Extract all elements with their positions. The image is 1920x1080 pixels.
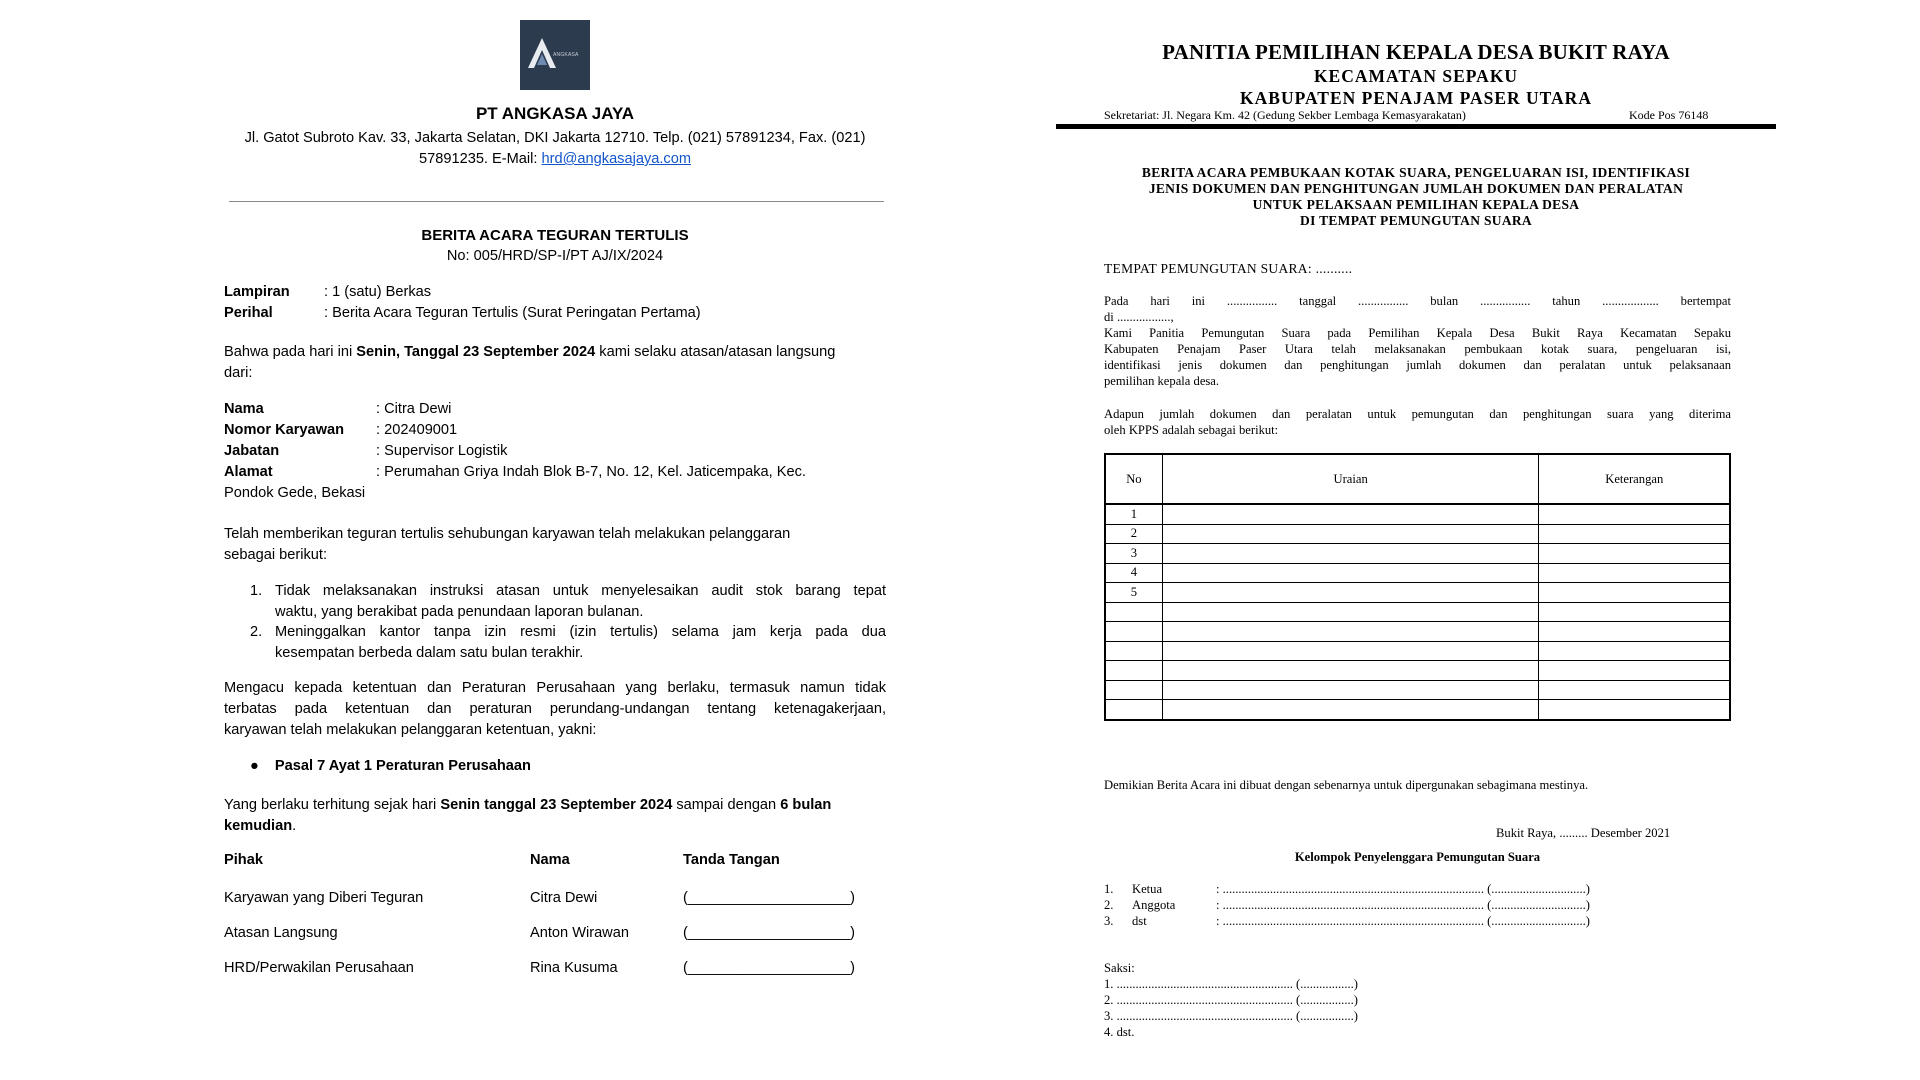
- violation-line-1: Tidak melaksanakan instruksi atasan untuk menyelesaikan audit stok barang tepat: [275, 583, 886, 599]
- lampiran-value: : 1 (satu) Berkas: [324, 284, 432, 300]
- cell-uraian: [1162, 680, 1539, 700]
- intro-date: Senin, Tanggal 23 September 2024: [356, 344, 596, 360]
- committee-header: PANITIA PEMILIHAN KEPALA DESA BUKIT RAYA: [1162, 40, 1670, 64]
- violation-intro-line-2: sebagai berikut:: [224, 547, 328, 563]
- violation-num: 2.: [250, 624, 263, 640]
- emp-label-alamat: Alamat: [224, 464, 273, 480]
- title-line: UNTUK PELAKSAAN PEMILIHAN KEPALA DESA: [1252, 197, 1580, 212]
- member-line: : ................................................................................... (..............................): [1216, 882, 1590, 896]
- postcode: Kode Pos 76148: [1629, 108, 1709, 122]
- document-number: No: 005/HRD/SP-I/PT AJ/IX/2024: [446, 248, 664, 264]
- violation-item-1: [250, 581, 886, 623]
- table-row: [1105, 602, 1730, 622]
- header-keterangan: Keterangan: [1539, 454, 1730, 504]
- minutes-title: [1076, 165, 1756, 229]
- table-header-row: [1105, 454, 1730, 504]
- validity-period: .: [292, 818, 297, 834]
- cell-keterangan: [1539, 524, 1730, 544]
- emp-label-nomor: Nomor Karyawan: [224, 422, 345, 438]
- member-num: 3.: [1104, 914, 1114, 928]
- table-row: [1105, 524, 1730, 544]
- header-nama: Nama: [530, 852, 570, 868]
- violation-line-2: kesempatan berbeda dalam satu bulan terakhir.: [275, 645, 584, 661]
- para2-line: Adapun jumlah dokumen dan peralatan untuk pemungutan dan penghitungan suara yang diterima: [1104, 407, 1731, 421]
- para1-line: Kami Panitia Pemungutan Suara pada Pemilihan Kepala Desa Bukit Raya Kecamatan Sepaku: [1104, 326, 1731, 340]
- witness-label: Saksi:: [1104, 961, 1135, 975]
- validity-duration: 6 bulan: [780, 797, 832, 813]
- cell-uraian: [1162, 602, 1539, 622]
- header-ttd: Tanda Tangan: [683, 852, 780, 868]
- cell-keterangan: [1539, 602, 1730, 622]
- documents-table: [1104, 453, 1731, 721]
- title-line: BERITA ACARA PEMBUKAAN KOTAK SUARA, PENGELUARAN ISI, IDENTIFIKASI: [1141, 165, 1691, 180]
- cell-uraian: [1162, 504, 1539, 524]
- date-line: Pada hari ini ................ tanggal ................ bulan ................ tahun .................. bertempat: [1104, 294, 1731, 308]
- emp-value-jabatan: : Supervisor Logistik: [376, 443, 508, 459]
- subdistrict-header: KECAMATAN SEPAKU: [1313, 66, 1519, 86]
- table-row: [1105, 504, 1730, 524]
- para1-line: Kabupaten Penajam Paser Utara telah melaksanakan pembukaan kotak suara, pengeluaran isi,: [1104, 342, 1731, 356]
- perihal-label: Perihal: [224, 305, 273, 321]
- logo-text: ANGKASA: [553, 52, 579, 58]
- intro-line-2: dari:: [224, 365, 253, 381]
- cell-uraian: [1162, 622, 1539, 642]
- member-row-2: [1104, 898, 1590, 913]
- cell-no: 2: [1105, 524, 1162, 544]
- place-date: Bukit Raya, ......... Desember 2021: [1496, 826, 1671, 840]
- title-line: DI TEMPAT PEMUNGUTAN SUARA: [1300, 213, 1532, 228]
- email-link[interactable]: hrd@angkasajaya.com: [541, 151, 691, 167]
- member-role: Anggota: [1132, 898, 1176, 912]
- regulation-bullet: [250, 758, 531, 774]
- cell-keterangan: [1539, 544, 1730, 564]
- table-row: [1105, 583, 1730, 603]
- validity-date: Senin tanggal 23 September 2024: [440, 797, 673, 813]
- member-line: : ................................................................................... (..............................): [1216, 914, 1590, 928]
- header-uraian: Uraian: [1162, 454, 1539, 504]
- address-line-1: Jl. Gatot Subroto Kav. 33, Jakarta Selatan, DKI Jakarta 12710. Telp. (021) 57891234, Fax. (021): [244, 130, 866, 146]
- cell-keterangan: [1539, 583, 1730, 603]
- table-row: [1105, 680, 1730, 700]
- intro-paragraph: [224, 342, 886, 384]
- member-line: : ................................................................................... (..............................): [1216, 898, 1590, 912]
- emp-alamat-line-2: Pondok Gede, Bekasi: [224, 485, 366, 501]
- cell-uraian: [1162, 524, 1539, 544]
- document-title: BERITA ACARA TEGURAN TERTULIS: [421, 227, 689, 244]
- company-address: [224, 128, 886, 170]
- committee-group-title: Kelompok Penyelenggara Pemungutan Suara: [1294, 850, 1541, 864]
- table-row: [1105, 661, 1730, 681]
- sig-line: (____________________): [683, 925, 856, 941]
- member-role: Ketua: [1132, 882, 1163, 896]
- cell-no: 3: [1105, 544, 1162, 564]
- intro-text-end: kami selaku atasan/atasan langsung: [595, 344, 836, 360]
- emp-value-nama: : Citra Dewi: [376, 401, 452, 417]
- cell-uraian: [1162, 563, 1539, 583]
- validity-paragraph: [224, 795, 886, 837]
- table-row: [1105, 544, 1730, 564]
- para2-line: oleh KPPS adalah sebagai berikut:: [1104, 423, 1279, 437]
- company-logo: [520, 20, 590, 90]
- regulation-text: Pasal 7 Ayat 1 Peraturan Perusahaan: [274, 758, 531, 774]
- member-num: 2.: [1104, 898, 1114, 912]
- logo-mark-icon: [528, 38, 556, 68]
- violation-item-2: [250, 622, 886, 664]
- cell-no: [1105, 641, 1162, 661]
- header-divider: [229, 201, 884, 202]
- address-line-2: [224, 149, 886, 170]
- violation-text: [275, 581, 886, 623]
- sig-nama: Rina Kusuma: [530, 960, 618, 976]
- table-row: [1105, 641, 1730, 661]
- header-pihak: Pihak: [224, 852, 263, 868]
- sig-nama: Anton Wirawan: [530, 925, 629, 941]
- witness-line: 3. ........................................................ (.................): [1104, 1009, 1358, 1023]
- violation-intro-line-1: Telah memberikan teguran tertulis sehubungan karyawan telah melakukan pelanggaran: [224, 526, 791, 542]
- sig-line: (____________________): [683, 890, 856, 906]
- cell-keterangan: [1539, 622, 1730, 642]
- perihal-value: : Berita Acara Teguran Tertulis (Surat Peringatan Pertama): [324, 305, 701, 321]
- violation-line-2: waktu, yang berakibat pada penundaan laporan bulanan.: [275, 604, 644, 620]
- cell-keterangan: [1539, 504, 1730, 524]
- cell-no: [1105, 661, 1162, 681]
- emp-label-nama: Nama: [224, 401, 264, 417]
- date-paragraph: [1104, 293, 1731, 389]
- violation-line-1: Meninggalkan kantor tanpa izin resmi (izin tertulis) selama jam kerja pada dua: [275, 624, 886, 640]
- cell-uraian: [1162, 544, 1539, 564]
- validity-duration-end: kemudian: [224, 818, 293, 834]
- cell-keterangan: [1539, 700, 1730, 720]
- witnesses: [1104, 960, 1358, 1040]
- secretariat-address: Sekretariat: Jl. Negara Km. 42 (Gedung Sekber Lembaga Kemasyarakatan): [1104, 108, 1466, 122]
- cell-uraian: [1162, 661, 1539, 681]
- reference-line-2: terbatas pada ketentuan dan peraturan perundang-undangan tentang ketenagakerjaan,: [224, 701, 886, 717]
- cell-keterangan: [1539, 641, 1730, 661]
- address-prefix: 57891235. E-Mail:: [419, 151, 542, 167]
- cell-uraian: [1162, 641, 1539, 661]
- cell-no: [1105, 602, 1162, 622]
- company-name: PT ANGKASA JAYA: [475, 104, 635, 123]
- place-line: di .................,: [1104, 310, 1174, 324]
- cell-keterangan: [1539, 680, 1730, 700]
- member-row-1: [1104, 882, 1590, 897]
- member-role: dst: [1132, 914, 1147, 928]
- para1-line: identifikasi jenis dokumen dan penghitungan jumlah dokumen dan peralatan untuk pelaksanaan: [1104, 358, 1731, 372]
- cell-keterangan: [1539, 563, 1730, 583]
- violation-text: [275, 622, 886, 664]
- title-line: JENIS DOKUMEN DAN PENGHITUNGAN JUMLAH DOKUMEN DAN PERALATAN: [1148, 181, 1684, 196]
- sig-line: (____________________): [683, 960, 856, 976]
- cell-keterangan: [1539, 661, 1730, 681]
- emp-value-nomor: : 202409001: [376, 422, 458, 438]
- header-no: No: [1105, 454, 1162, 504]
- cell-no: [1105, 680, 1162, 700]
- member-num: 1.: [1104, 882, 1114, 896]
- cell-uraian: [1162, 700, 1539, 720]
- violation-intro: [224, 524, 886, 566]
- witness-line: 2. ........................................................ (.................): [1104, 993, 1358, 1007]
- reference-line-1: Mengacu kepada ketentuan dan Peraturan Perusahaan yang berlaku, termasuk namun tidak: [224, 680, 886, 696]
- sig-pihak: HRD/Perwakilan Perusahaan: [224, 960, 414, 976]
- bullet-icon: ●: [250, 758, 259, 774]
- para1-line: pemilihan kepala desa.: [1104, 374, 1220, 388]
- emp-value-alamat: : Perumahan Griya Indah Blok B-7, No. 12, Kel. Jaticempaka, Kec.: [376, 464, 806, 480]
- member-row-3: [1104, 914, 1590, 929]
- reference-line-3: karyawan telah melakukan pelanggaran ketentuan, yakni:: [224, 722, 597, 738]
- documents-paragraph: [1104, 406, 1731, 438]
- witness-line: 4. dst.: [1104, 1025, 1135, 1039]
- sig-pihak: Karyawan yang Diberi Teguran: [224, 890, 424, 906]
- table-row: [1105, 700, 1730, 720]
- table-row: [1105, 563, 1730, 583]
- cell-no: 4: [1105, 563, 1162, 583]
- cell-no: [1105, 622, 1162, 642]
- header-rule: [1056, 124, 1776, 129]
- table-row: [1105, 622, 1730, 642]
- regency-header: KABUPATEN PENAJAM PASER UTARA: [1240, 88, 1592, 108]
- cell-no: 5: [1105, 583, 1162, 603]
- emp-label-jabatan: Jabatan: [224, 443, 280, 459]
- table-body: [1105, 504, 1730, 720]
- cell-no: 1: [1105, 504, 1162, 524]
- violation-num: 1.: [250, 583, 263, 599]
- sig-pihak: Atasan Langsung: [224, 925, 338, 941]
- polling-station: TEMPAT PEMUNGUTAN SUARA: ..........: [1104, 261, 1353, 276]
- sig-nama: Citra Dewi: [530, 890, 598, 906]
- validity-mid: sampai dengan: [672, 797, 781, 813]
- cell-uraian: [1162, 583, 1539, 603]
- lampiran-label: Lampiran: [224, 284, 290, 300]
- closing-statement: Demikian Berita Acara ini dibuat dengan sebenarnya untuk dipergunakan sebagimana mestinya.: [1104, 778, 1589, 792]
- reference-paragraph: [224, 678, 886, 741]
- cell-no: [1105, 700, 1162, 720]
- witness-line: 1. ........................................................ (.................): [1104, 977, 1358, 991]
- intro-text: Bahwa pada hari ini: [224, 344, 357, 360]
- validity-text: Yang berlaku terhitung sejak hari: [224, 797, 441, 813]
